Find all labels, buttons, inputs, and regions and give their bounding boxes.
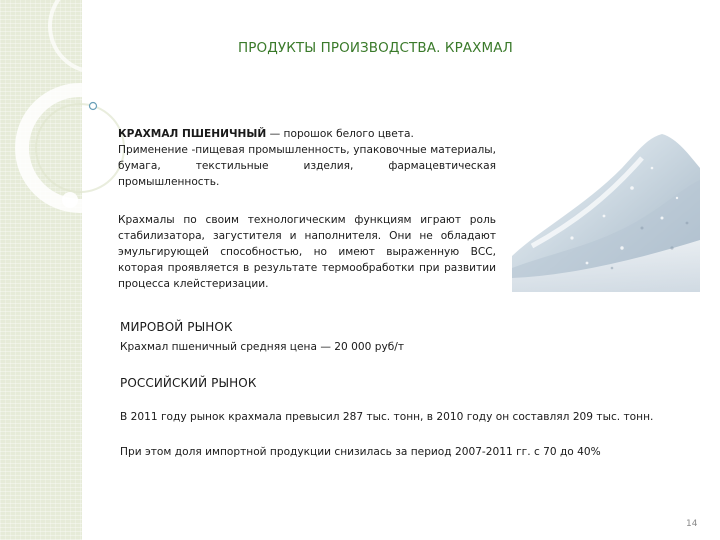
wheat-starch-description [118,126,496,190]
russian-market-text-2: При этом доля импортной продукции снизилась за период 2007-2011 гг. с 70 до 40% [120,446,601,458]
starch-powder-image [512,128,700,292]
wheat-starch-name: КРАХМАЛ ПШЕНИЧНЫЙ [118,128,267,140]
russian-market-text-1: В 2011 году рынок крахмала превысил 287 тыс. тонн, в 2010 году он составлял 209 тыс. тонн. [120,411,654,423]
slide-title: ПРОДУКТЫ ПРОИЗВОДСТВА. КРАХМАЛ [238,40,513,56]
world-market-heading: МИРОВОЙ РЫНОК [120,320,233,334]
starch-functions-paragraph: Крахмалы по своим технологическим функциям играют роль стабилизатора, загустителя и наполнителя. Они не обладают эмульгирующей способностью, но имеют выраженную ВСС, которая проявляется в результате термообработки при развитии процесса клейстеризации. [118,214,496,290]
left-decorative-band [0,0,82,540]
wheat-starch-definition: — порошок белого цвета. [266,128,414,140]
wheat-starch-application: Применение -пищевая промышленность, упаковочные материалы, бумага, текстильные изделия, фармацевтическая промышленность. [118,144,496,188]
page-number: 14 [686,519,698,529]
world-market-text: Крахмал пшеничный средняя цена — 20 000 руб/т [120,341,404,353]
russian-market-heading: РОССИЙСКИЙ РЫНОК [120,376,257,390]
